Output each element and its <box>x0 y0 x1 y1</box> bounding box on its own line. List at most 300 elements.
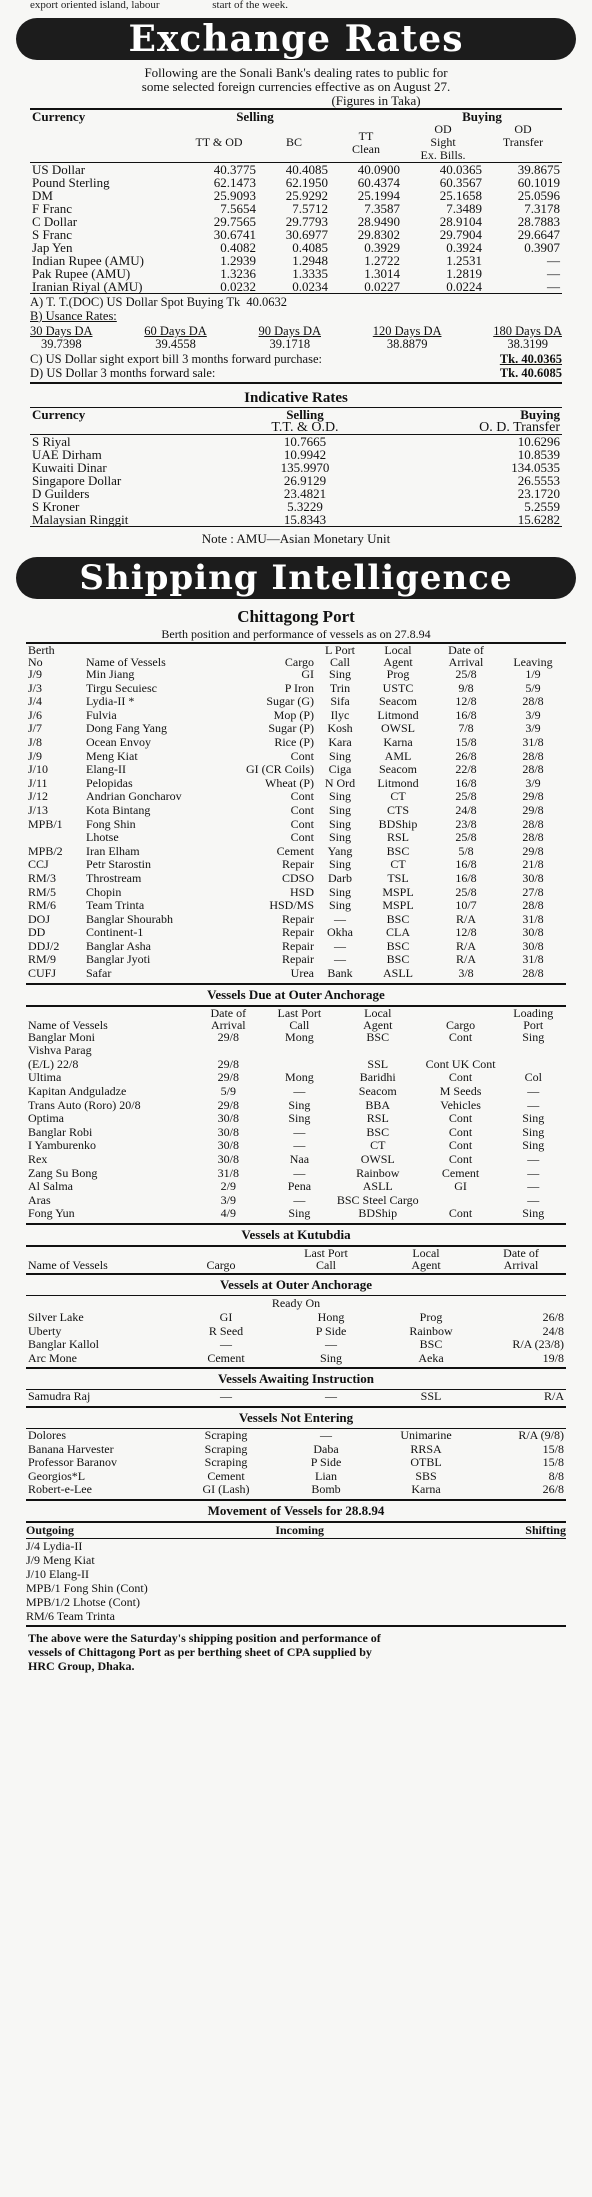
column-header: Leaving <box>513 655 553 669</box>
buying-value: 15.6282 <box>517 512 560 527</box>
table-cell: 15/8 <box>542 1455 564 1470</box>
table-cell: 3/9 <box>525 775 541 790</box>
table-cell: Repair <box>282 938 314 953</box>
table-cell: 26/8 <box>455 748 477 763</box>
berth-row <box>26 886 566 900</box>
currency-name: Singapore Dollar <box>32 473 122 488</box>
column-header: Cargo <box>446 1017 476 1032</box>
exchange-notes <box>30 296 562 323</box>
table-cell: P Iron <box>284 680 314 695</box>
table-cell: 4/9 <box>220 1206 236 1221</box>
ready-on-label: Ready On <box>271 1295 321 1310</box>
bc-header: BC <box>285 135 302 149</box>
table-cell: Banglar Asha <box>86 938 151 953</box>
table-cell: 28/8 <box>522 748 544 763</box>
note-d-label: D) US Dollar 3 months forward sale: <box>30 365 216 380</box>
table-cell: Karna <box>383 734 413 749</box>
rate-value: 25.9292 <box>285 188 328 203</box>
indicative-row <box>30 513 562 526</box>
not-entering-row <box>26 1470 566 1484</box>
table-cell: J/3 <box>28 680 43 695</box>
outer-anchorage-row <box>26 1126 566 1140</box>
table-cell: Trans Auto (Roro) 20/8 <box>28 1097 141 1112</box>
footnote-line: vessels of Chittagong Port as per berthing sheet of CPA supplied by <box>28 1644 372 1659</box>
rate-value: 28.9490 <box>357 214 400 229</box>
table-cell: Petr Starostin <box>86 857 151 872</box>
kutubdia-table <box>26 1247 566 1271</box>
rate-value: 0.4085 <box>292 240 328 255</box>
table-cell: 25/8 <box>455 667 477 681</box>
table-cell: Rainbow <box>409 1323 453 1338</box>
table-cell: 28/8 <box>522 898 544 913</box>
selling-value: 10.7665 <box>283 434 327 449</box>
berth-row <box>26 750 566 764</box>
awaiting-row <box>26 1390 566 1404</box>
movement-headers <box>26 1523 566 1538</box>
table-cell: ASLL <box>383 966 413 981</box>
shifting-header: Shifting <box>525 1522 566 1537</box>
table-cell: 3/8 <box>458 966 474 981</box>
table-cell: MPB/1 <box>28 816 63 831</box>
table-cell: 5/9 <box>525 680 541 695</box>
table-cell: Professor Baranov <box>28 1455 117 1470</box>
table-cell: Sing <box>288 1111 311 1126</box>
berth-row <box>26 926 566 940</box>
currency-name: US Dollar <box>32 162 86 177</box>
rate-value: 7.5654 <box>220 201 256 216</box>
table-cell: Optima <box>28 1111 64 1126</box>
table-cell: Cont UK Cont <box>425 1056 496 1071</box>
rate-value: 1.2948 <box>292 253 328 268</box>
table-cell: Sing <box>522 1138 545 1153</box>
table-cell: Wheat (P) <box>265 775 314 790</box>
currency-name: D Guilders <box>32 486 90 501</box>
port-subtitle: Berth position and performance of vessels as on 27.8.94 <box>161 627 431 641</box>
table-cell: BSC <box>386 952 410 967</box>
table-cell: CLA <box>386 925 410 940</box>
table-cell: DDJ/2 <box>28 938 60 953</box>
rate-value: 7.3489 <box>446 201 482 216</box>
table-cell: Seacom <box>379 694 417 709</box>
buying-value: 5.2559 <box>524 499 560 514</box>
outgoing-item: RM/6 Team Trinta <box>26 1608 115 1623</box>
currency-name: F Franc <box>32 201 73 216</box>
table-cell: Andrian Goncharov <box>86 789 182 804</box>
rate-value: 0.3907 <box>524 240 560 255</box>
indicative-currency-header: Currency <box>32 407 86 422</box>
table-cell: GI <box>219 1309 233 1324</box>
table-cell: J/8 <box>28 734 43 749</box>
note-a-label: A) T. T.(DOC) US Dollar Spot Buying Tk <box>30 295 241 309</box>
table-cell: RM/6 <box>28 898 57 913</box>
table-cell: — <box>293 1084 306 1099</box>
table-cell: 29/8 <box>217 1029 239 1044</box>
table-cell: BSC Steel Cargo <box>336 1192 419 1207</box>
table-cell: 30/8 <box>217 1124 239 1139</box>
not-entering-row <box>26 1443 566 1457</box>
outer-anchorage-table <box>26 1311 566 1365</box>
column-header: Last Port Call <box>304 1245 348 1272</box>
note-a-value: 40.0632 <box>246 295 287 309</box>
table-cell: Cont <box>448 1206 473 1221</box>
table-cell: — <box>293 1124 306 1139</box>
table-cell: AML <box>384 748 412 763</box>
outer-anchorage-row <box>26 1085 566 1099</box>
table-cell: 28/8 <box>522 694 544 709</box>
table-cell: P Side <box>315 1323 347 1338</box>
table-cell: Cont <box>290 789 314 804</box>
buying-value: 23.1720 <box>517 486 560 501</box>
rate-value: 7.5712 <box>292 201 328 216</box>
currency-name: UAE Dirham <box>32 447 102 462</box>
table-cell: GI (Lash) <box>202 1482 250 1497</box>
table-cell: Sugar (P) <box>268 721 314 736</box>
rate-value: 30.6977 <box>285 227 328 242</box>
table-cell: — <box>325 1337 337 1352</box>
table-cell: Okha <box>327 925 353 940</box>
table-cell: CTS <box>386 802 409 817</box>
table-cell: Sing <box>328 830 351 845</box>
table-cell: 30/8 <box>217 1152 239 1166</box>
currency-name: S Riyal <box>32 434 71 449</box>
currency-name: DM <box>32 188 53 203</box>
table-cell: 31/8 <box>217 1165 239 1180</box>
table-cell: 5/8 <box>458 843 474 858</box>
table-cell: Cont <box>448 1111 473 1126</box>
table-cell: Samudra Raj <box>28 1389 91 1404</box>
table-cell: 31/8 <box>522 734 544 749</box>
outgoing-header: Outgoing <box>26 1522 75 1537</box>
table-cell: 31/8 <box>522 911 544 926</box>
table-cell: Ultima <box>28 1070 62 1085</box>
table-cell: 19/8 <box>542 1350 564 1365</box>
usance-value: 39.1718 <box>269 337 311 351</box>
column-header: Date of Arrival <box>210 1005 247 1032</box>
table-cell: I Yamburenko <box>28 1138 96 1153</box>
table-cell: 29/8 <box>522 843 544 858</box>
table-cell: BSC <box>366 1029 390 1044</box>
exchange-intro <box>30 66 562 108</box>
outer-anchorage-row <box>26 1167 566 1181</box>
note-d-value: Tk. 40.6085 <box>499 365 562 380</box>
indicative-selling-header: Selling <box>286 407 324 422</box>
berth-row <box>26 899 566 913</box>
table-cell: HSD/MS <box>269 898 314 913</box>
table-cell: SBS <box>415 1468 437 1483</box>
table-cell: Unimarine <box>400 1427 452 1442</box>
table-cell: Silver Lake <box>28 1309 84 1324</box>
table-cell: 16/8 <box>455 857 477 872</box>
table-cell: GI (CR Coils) <box>245 762 314 777</box>
table-cell <box>501 1044 566 1058</box>
currency-name: S Franc <box>32 227 73 242</box>
rate-value: 0.0234 <box>292 279 328 294</box>
amu-note: Note : AMU—Asian Monetary Unit <box>201 531 391 546</box>
table-cell: OTBL <box>410 1455 442 1470</box>
table-cell: Cont <box>290 748 314 763</box>
berth-row <box>26 736 566 750</box>
table-cell: TSL <box>387 870 409 885</box>
table-cell: OWSL <box>360 1152 395 1166</box>
rate-value: 40.3775 <box>213 162 256 177</box>
table-cell: Throstream <box>86 870 142 885</box>
anchorage-row <box>26 1352 566 1366</box>
rate-value: 7.3178 <box>524 201 560 216</box>
table-cell: Cont <box>290 816 314 831</box>
table-cell: P Side <box>310 1455 342 1470</box>
table-cell: Georgios*L <box>28 1468 86 1483</box>
indicative-tt-od-header: T.T. & O.D. <box>271 420 339 435</box>
table-cell: MPB/2 <box>28 843 63 858</box>
rate-value: 1.2722 <box>364 253 400 268</box>
table-cell: R/A <box>543 1389 564 1404</box>
column-header: Name of Vessels <box>28 1017 108 1032</box>
table-cell: Cont <box>448 1152 473 1166</box>
table-cell: 28/8 <box>522 966 544 981</box>
outer-anchorage-due-title: Vessels Due at Outer Anchorage <box>207 986 385 1002</box>
rate-value: — <box>547 279 560 294</box>
currency-name: Pak Rupee (AMU) <box>32 266 131 281</box>
rate-value: 0.3924 <box>446 240 482 255</box>
top-fragment <box>0 0 592 12</box>
table-cell: Rice (P) <box>274 734 314 749</box>
table-cell: SSL <box>420 1389 442 1404</box>
divider <box>26 1499 566 1501</box>
table-cell: Lydia-II * <box>86 694 135 709</box>
berth-row <box>26 913 566 927</box>
table-cell: 3/9 <box>220 1192 236 1207</box>
table-cell: Sing <box>328 802 351 817</box>
rate-value: 25.9093 <box>213 188 256 203</box>
table-cell: 5/9 <box>220 1084 236 1099</box>
usance-label: 120 Days DA <box>372 324 442 338</box>
rate-value: 1.3335 <box>292 266 328 281</box>
outer-anchorage-row <box>26 1058 566 1072</box>
rate-value: 62.1950 <box>285 175 328 190</box>
tt-clean-header: TT Clean <box>352 128 380 156</box>
table-cell: Banglar Robi <box>28 1124 93 1139</box>
table-cell: Al Salma <box>28 1179 73 1194</box>
table-cell: Sing <box>328 789 351 804</box>
table-cell: 29/8 <box>522 802 544 817</box>
table-cell: 28/8 <box>522 816 544 831</box>
kutubdia-title: Vessels at Kutubdia <box>241 1226 351 1242</box>
figures-note: (Figures in Taka) <box>331 93 421 108</box>
table-cell: Rainbow <box>356 1165 400 1180</box>
usance-item <box>30 325 93 351</box>
table-cell: R/A (9/8) <box>518 1427 564 1442</box>
table-cell: Col <box>524 1070 542 1085</box>
table-cell: RSL <box>386 830 409 845</box>
table-cell: 28/8 <box>522 830 544 845</box>
selling-value: 23.4821 <box>283 486 327 501</box>
outer-anchorage-row <box>26 1099 566 1113</box>
berth-row <box>26 777 566 791</box>
table-cell: BSC <box>386 911 410 926</box>
table-cell: (E/L) 22/8 <box>28 1056 79 1071</box>
table-cell: — <box>320 1427 332 1442</box>
currency-name: Malaysian Ringgit <box>32 512 129 527</box>
table-cell: 16/8 <box>455 870 477 885</box>
table-cell: Pena <box>287 1179 312 1194</box>
table-cell: Darb <box>328 870 352 885</box>
buying-value: 10.6296 <box>517 434 560 449</box>
column-header: Local Agent <box>363 1005 393 1032</box>
rate-value: 1.2819 <box>446 266 482 281</box>
table-cell: R/A <box>455 938 476 953</box>
berth-row <box>26 872 566 886</box>
table-cell <box>26 831 84 845</box>
outer-anchorage-title: Vessels at Outer Anchorage <box>219 1276 373 1292</box>
currency-name: Pound Sterling <box>32 175 110 190</box>
table-cell: R/A (23/8) <box>512 1337 564 1352</box>
table-cell: Sing <box>328 898 351 913</box>
table-cell: Lhotse <box>86 830 119 845</box>
table-cell: OWSL <box>381 721 415 736</box>
usance-value: 39.4558 <box>155 337 196 351</box>
table-cell: Sing <box>328 857 351 872</box>
table-cell: BBA <box>365 1097 391 1112</box>
table-cell: Scraping <box>204 1441 248 1456</box>
table-cell: 12/8 <box>455 925 477 940</box>
table-cell: Sing <box>522 1206 545 1221</box>
table-cell: CT <box>390 857 406 872</box>
rate-value: 25.1658 <box>439 188 482 203</box>
table-cell: Sing <box>522 1111 545 1126</box>
table-cell: 26/8 <box>542 1482 564 1497</box>
table-cell: Trin <box>329 680 351 695</box>
table-cell: Continent-1 <box>86 925 144 940</box>
column-header: Last Port Call <box>277 1005 322 1032</box>
table-cell: Yang <box>327 843 353 858</box>
usance-item <box>259 325 322 351</box>
table-cell: Cont <box>448 1070 473 1085</box>
outer-anchorage-row <box>26 1194 566 1208</box>
table-cell: 30/8 <box>522 925 544 940</box>
table-cell: — <box>334 952 346 967</box>
table-cell <box>193 1044 264 1058</box>
table-cell: — <box>527 1192 540 1207</box>
table-cell: 1/9 <box>525 667 541 681</box>
table-cell: Banglar Kallol <box>28 1337 99 1352</box>
usance-rates <box>30 325 562 351</box>
table-cell: Banglar Jyoti <box>86 952 151 967</box>
table-cell: Banglar Moni <box>28 1029 95 1044</box>
table-cell: 12/8 <box>455 694 477 709</box>
note-c-value: Tk. 40.0365 <box>499 352 562 366</box>
table-cell: RM/9 <box>28 952 57 967</box>
table-cell: 8/8 <box>548 1468 564 1483</box>
rate-value: 40.0900 <box>357 162 400 177</box>
table-cell: Repair <box>282 925 314 940</box>
table-cell <box>501 1058 566 1072</box>
top-fragment-right: start of the week. <box>212 0 289 11</box>
table-cell: — <box>325 1389 337 1404</box>
table-cell: 7/8 <box>458 721 474 736</box>
table-cell: 27/8 <box>522 884 544 899</box>
table-cell: — <box>334 911 346 926</box>
table-cell: Scraping <box>204 1427 248 1442</box>
berth-row <box>26 722 566 736</box>
table-cell: — <box>527 1097 540 1112</box>
table-cell: — <box>293 1138 306 1153</box>
rate-value: 29.8302 <box>357 227 400 242</box>
table-cell: CT <box>370 1138 386 1153</box>
table-cell: Cont <box>448 1138 473 1153</box>
table-cell: GI <box>454 1179 467 1194</box>
table-cell: Chopin <box>86 884 122 899</box>
table-cell: 16/8 <box>455 707 477 722</box>
table-cell: BDShip <box>358 1206 398 1221</box>
table-cell: Ilyc <box>330 707 350 722</box>
table-cell: Elang-II <box>86 762 126 777</box>
table-cell <box>335 1044 421 1058</box>
table-cell: Sing <box>522 1029 545 1044</box>
table-cell: Sugar (G) <box>266 694 314 709</box>
outer-anchorage-row <box>26 1207 566 1221</box>
table-cell: — <box>293 1165 306 1180</box>
table-cell: J/10 <box>28 762 49 777</box>
table-cell: J/9 <box>28 748 43 763</box>
selling-value: 15.8343 <box>283 512 327 527</box>
table-cell: — <box>527 1152 540 1166</box>
table-cell: Seacom <box>358 1084 397 1099</box>
currency-name: Kuwaiti Dinar <box>32 460 107 475</box>
table-cell: Iran Elham <box>86 843 140 858</box>
od-transfer-header: OD Transfer <box>502 122 544 149</box>
table-cell: DOJ <box>28 911 51 926</box>
awaiting-title: Vessels Awaiting Instruction <box>217 1371 375 1387</box>
table-cell: Cont <box>290 802 314 817</box>
outer-anchorage-row <box>26 1153 566 1167</box>
footnote-line: The above were the Saturday's shipping position and performance of <box>28 1630 381 1645</box>
outgoing-item: J/10 Elang-II <box>26 1566 89 1581</box>
buying-value: 10.8539 <box>517 447 560 462</box>
currency-name: Indian Rupee (AMU) <box>32 253 144 268</box>
usance-value: 39.7398 <box>40 337 82 351</box>
usance-label: 30 Days DA <box>30 324 93 338</box>
berth-row <box>26 804 566 818</box>
divider <box>26 1367 566 1369</box>
currency-header: Currency <box>32 109 86 124</box>
table-cell: 2/9 <box>220 1179 236 1194</box>
currency-name: Iranian Riyal (AMU) <box>32 279 143 294</box>
awaiting-table <box>26 1390 566 1404</box>
rate-value: 28.9104 <box>439 214 482 229</box>
table-cell: Dong Fang Yang <box>86 721 168 736</box>
exchange-rates-banner: Exchange Rates <box>16 18 576 60</box>
table-cell: J/7 <box>28 721 43 736</box>
indicative-rates-title: Indicative Rates <box>244 390 348 406</box>
rate-value: 0.0232 <box>220 279 256 294</box>
table-cell: R Seed <box>208 1323 244 1338</box>
berth-row <box>26 858 566 872</box>
rate-value: 62.1473 <box>213 175 256 190</box>
rate-row <box>30 280 562 293</box>
rate-value: 25.1994 <box>357 188 400 203</box>
table-cell: BDShip <box>378 816 418 831</box>
table-cell: 3/9 <box>525 721 541 736</box>
rate-value: 29.6647 <box>517 227 560 242</box>
column-header: Date of Arrival <box>448 643 484 669</box>
table-cell: Bomb <box>311 1482 341 1497</box>
table-cell: CDSO <box>281 870 314 885</box>
currency-name: Jap Yen <box>32 240 73 255</box>
table-cell: Karna <box>411 1482 441 1497</box>
anchorage-row <box>26 1338 566 1352</box>
table-cell: Cont <box>290 830 314 845</box>
table-cell <box>421 1044 501 1058</box>
